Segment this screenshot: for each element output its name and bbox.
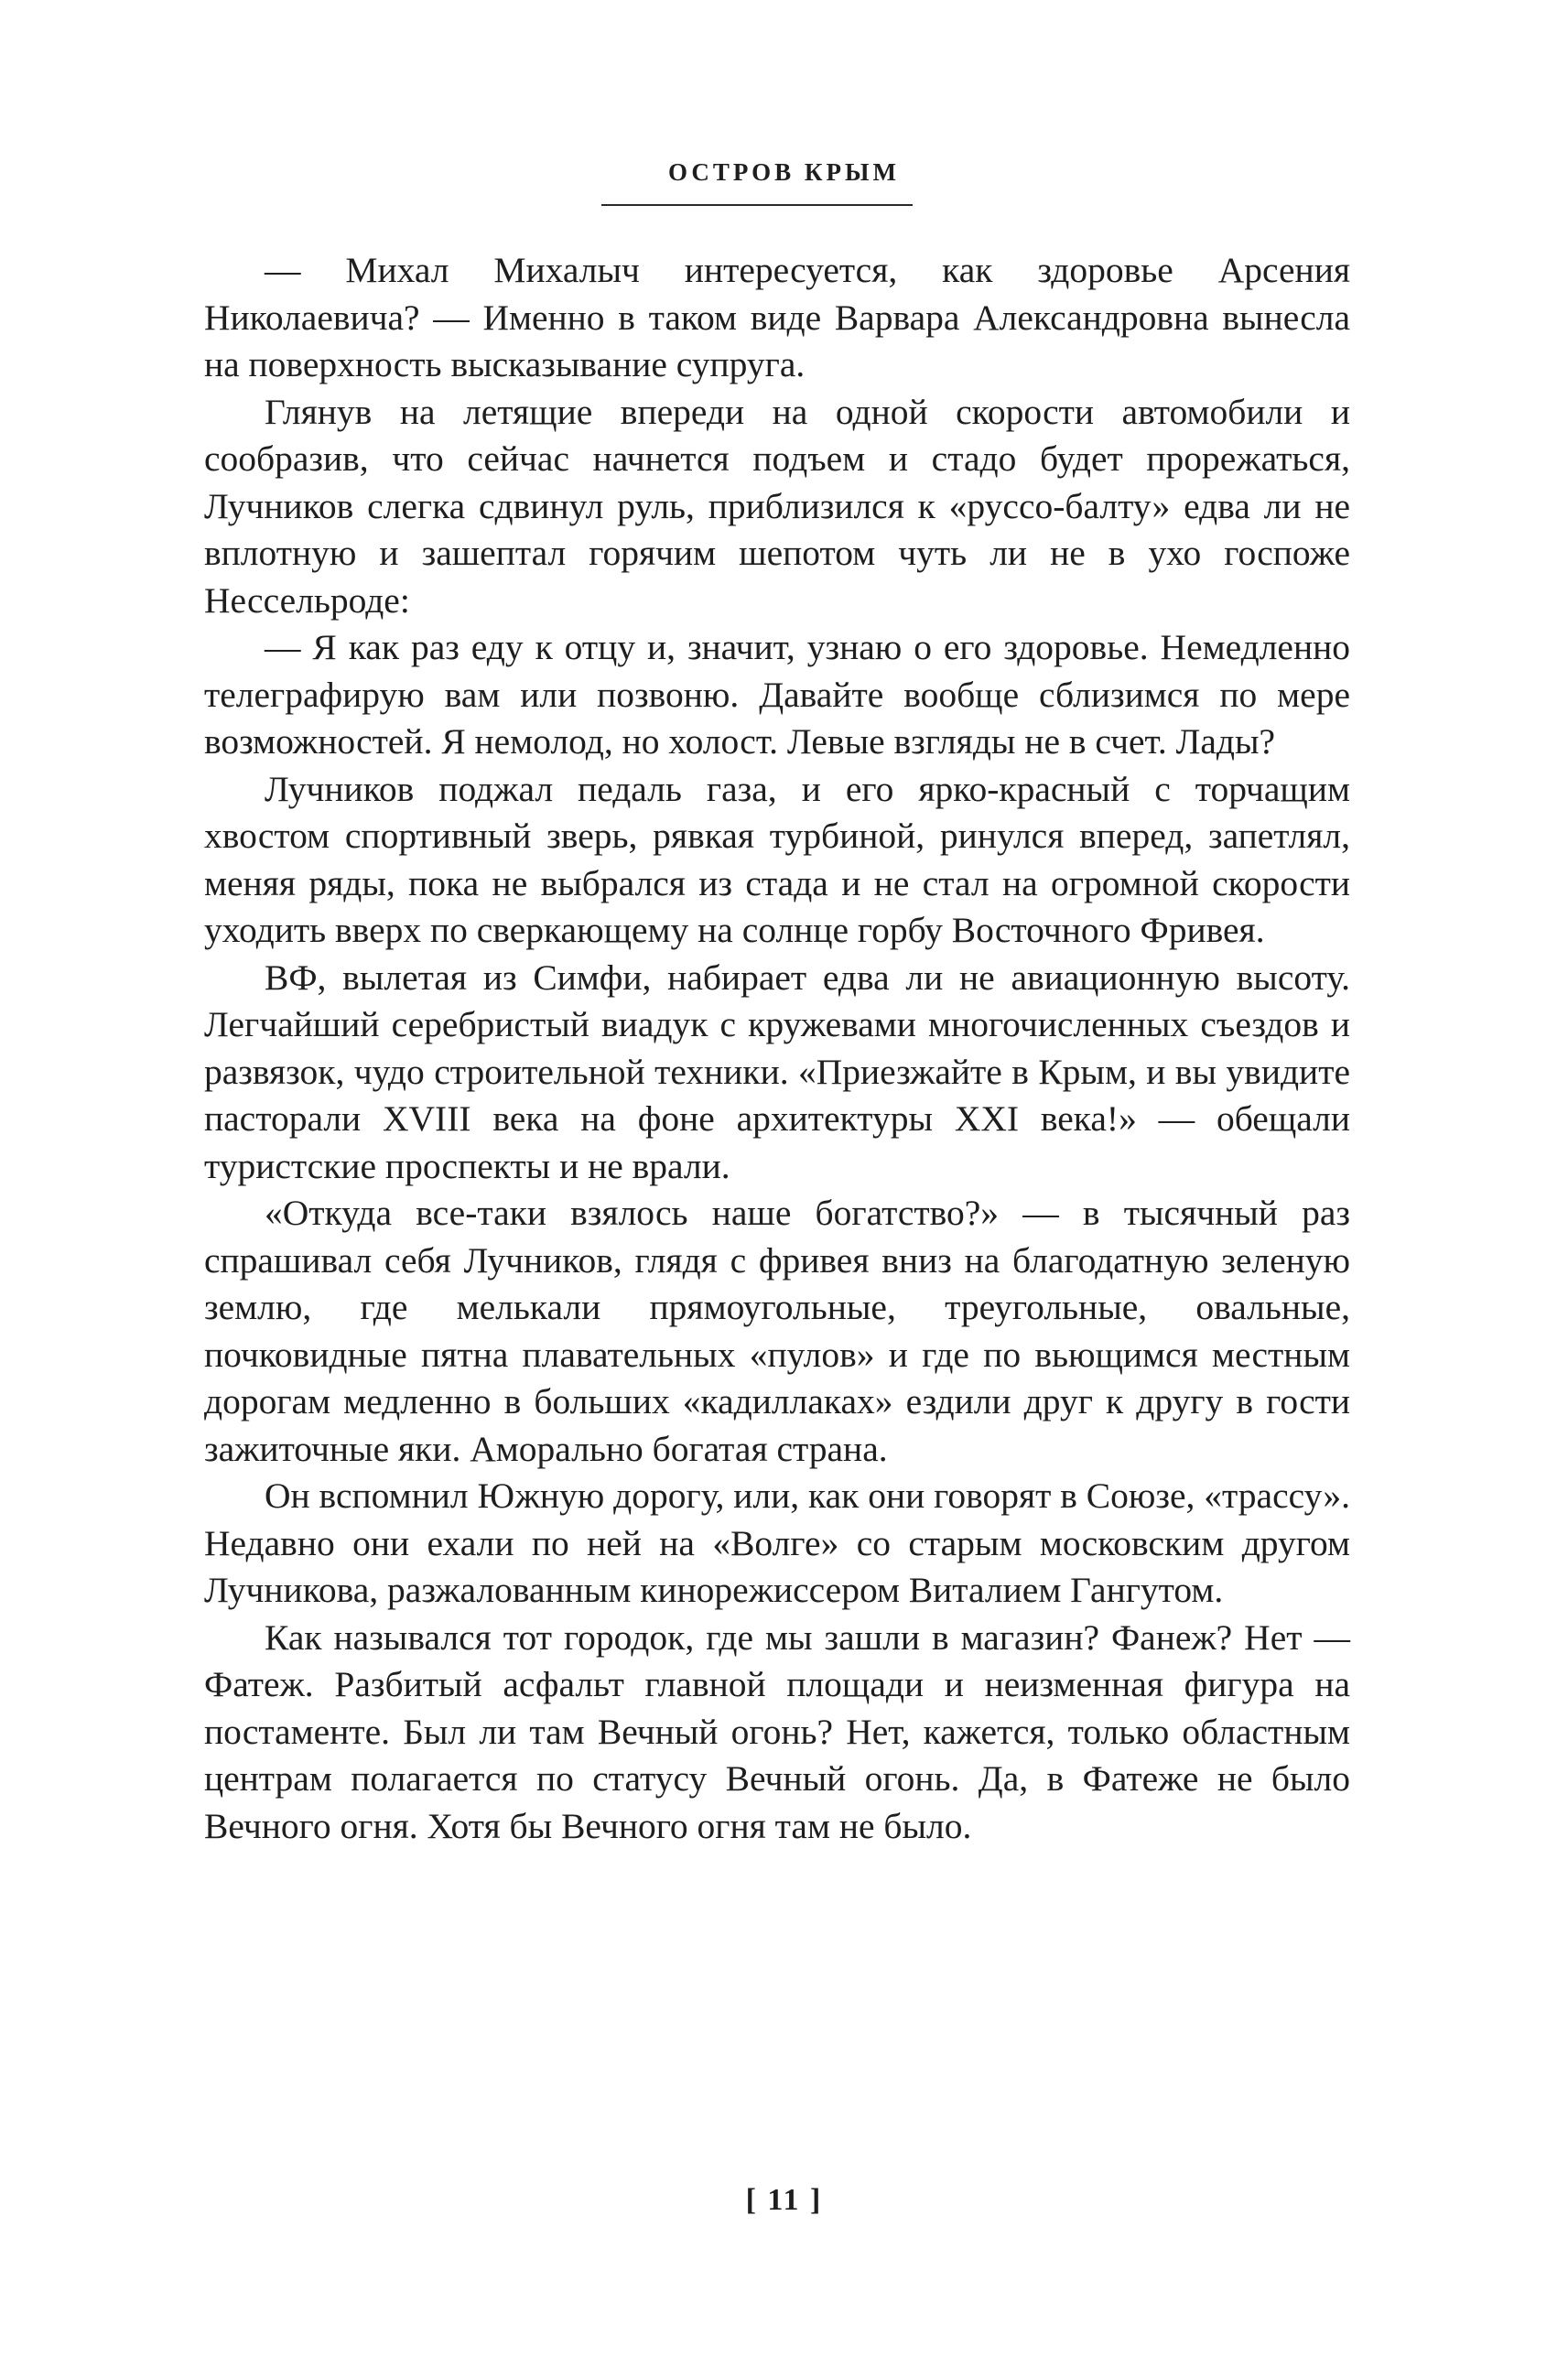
- paragraph: «Откуда все-таки взялось наше богатство?» — в тысячный раз спрашивал себя Лучников, глядя с фривея вниз на благодатную зеленую землю, где мелькали прямоугольные, треугольные, овальные, почковидные пятна плавательных «пулов» и где по вьющимся местным дорогам медленно в больших «кадиллаках» ездили друг к другу в гости зажиточные яки. Аморально богатая страна.: [204, 1193, 1350, 1469]
- paragraph: — Я как раз еду к отцу и, значит, узнаю о его здоровье. Немедленно телеграфирую вам или позвоню. Давайте вообще сблизимся по мере возможностей. Я немолод, но холост. Левые взгляды не в счет. Лады?: [204, 627, 1350, 762]
- paragraph: Глянув на летящие впереди на одной скорости автомобили и сообразив, что сейчас начнется подъем и стадо будет прорежаться, Лучников слегка сдвинул руль, приблизился к «руссо-балту» едва ли не вплотную и зашептал горячим шепотом чуть ли не в ухо госпоже Нессельроде:: [204, 391, 1350, 621]
- page-number: [ 11 ]: [745, 2183, 823, 2217]
- paragraph: Как назывался тот городок, где мы зашли в магазин? Фанеж? Нет — Фатеж. Разбитый асфальт главной площади и неизменная фигура на постаменте. Был ли там Вечный огонь? Нет, кажется, только областным центрам полагается по статусу Вечный огонь. Да, в Фатеже не было Вечного огня. Хотя бы Вечного огня там не было.: [204, 1616, 1350, 1846]
- paragraph: Лучников поджал педаль газа, и его ярко-красный с торчащим хвостом спортивный зверь, рявкая турбиной, ринулся вперед, запетлял, меняя ряды, пока не выбрался из стада и не стал на огромной скорости уходить вверх по сверкающему на солнце горбу Восточного Фривея.: [204, 768, 1350, 950]
- paragraph: — Михал Михалыч интересуется, как здоровье Арсения Николаевича? — Именно в таком виде Варвара Александровна вынесла на поверхность высказывание супруга.: [204, 250, 1350, 384]
- paragraph: Он вспомнил Южную дорогу, или, как они говорят в Союзе, «трассу». Недавно они ехали по ней на «Волге» со старым московским другом Лучникова, разжалованным кинорежиссером Виталием Гангутом.: [204, 1475, 1350, 1610]
- header-rule: [601, 204, 913, 206]
- paragraph: ВФ, вылетая из Симфи, набирает едва ли не авиационную высоту. Легчайший серебристый виадук с кружевами многочисленных съездов и развязок, чудо строительной техники. «Приезжайте в Крым, и вы увидите пасторали XVIII века на фоне архитектуры XXI века!» — обещали туристские проспекты и не врали.: [204, 957, 1350, 1186]
- running-title: ОСТРОВ КРЫМ: [668, 158, 900, 186]
- body-text: [204, 247, 1350, 1850]
